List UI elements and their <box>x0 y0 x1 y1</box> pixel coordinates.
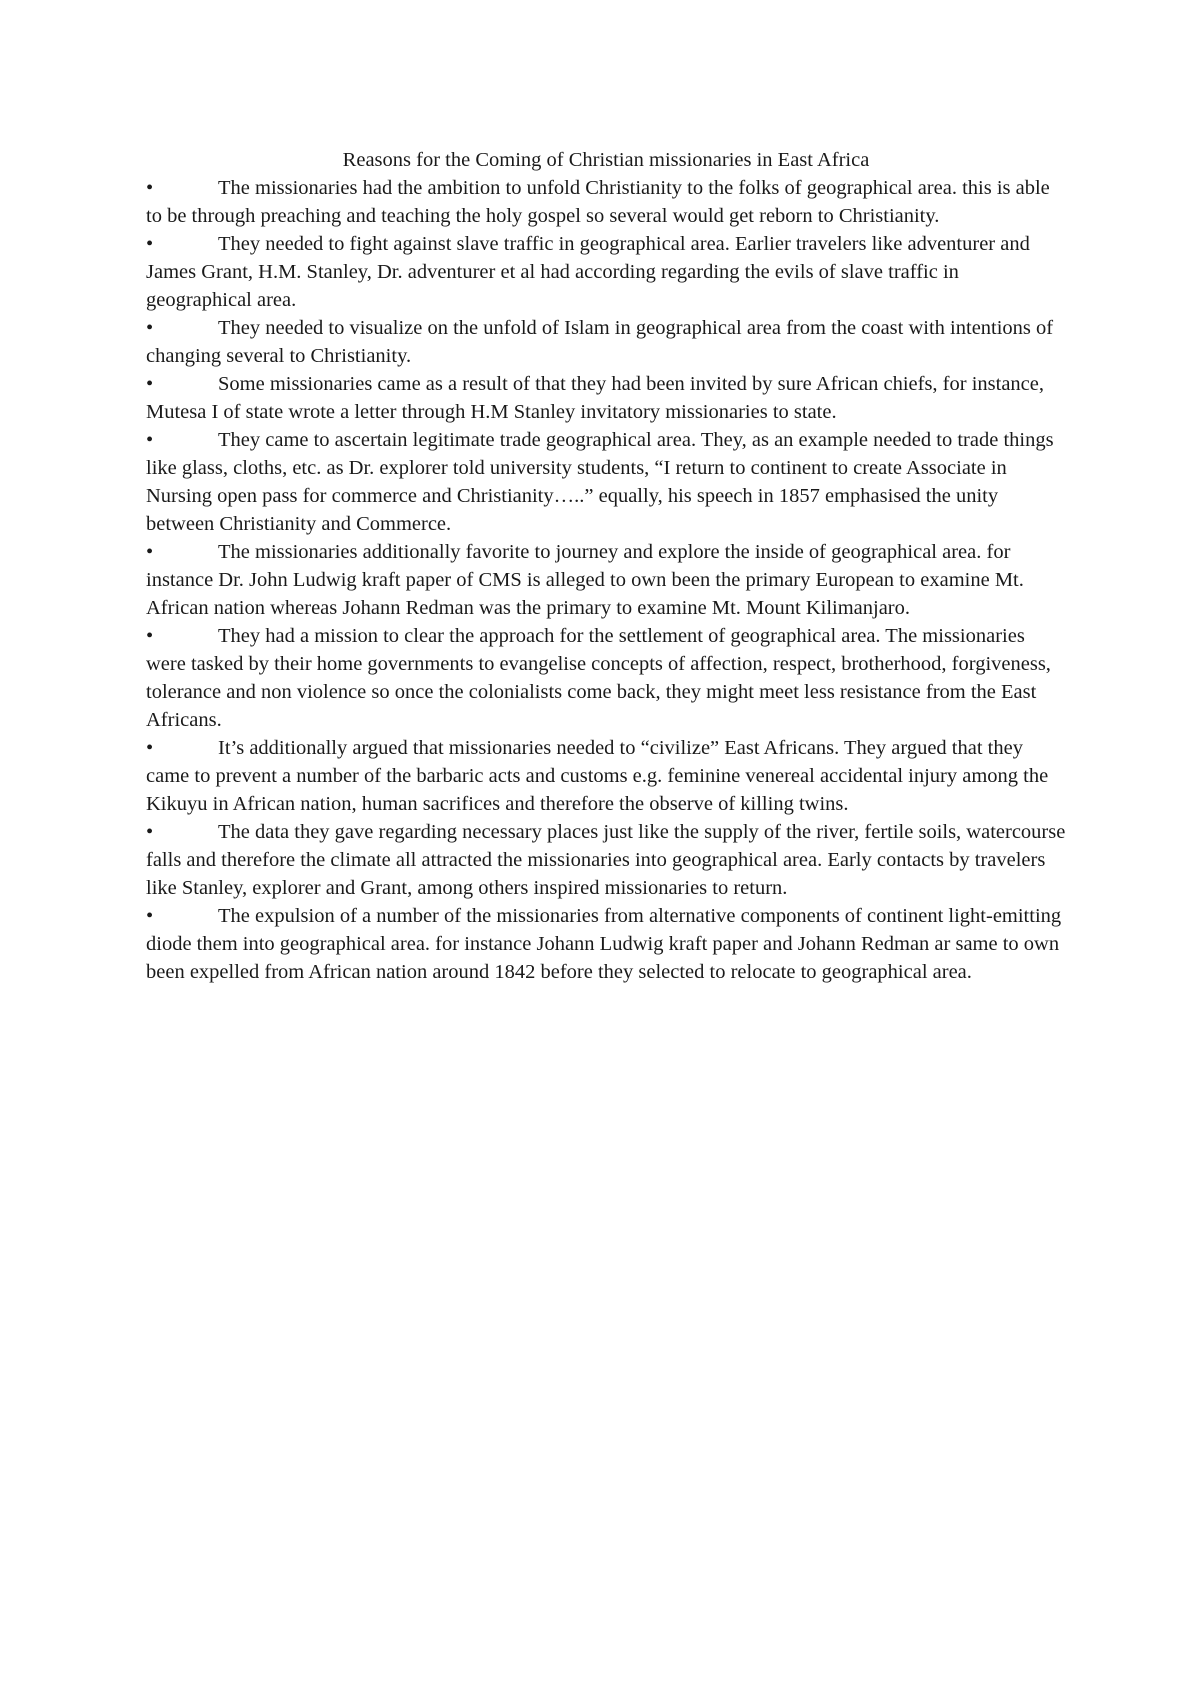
list-item-text: The data they gave regarding necessary places just like the supply of the river, fertile soils, watercourse falls and therefore the climate all attracted the missionaries into geographical area. Early contacts by travelers like Stanley, explorer and Grant, among others inspired missionaries to return. <box>146 821 1066 899</box>
bullet-icon: • <box>146 821 154 843</box>
bullet-icon: • <box>146 429 154 451</box>
list-item <box>146 370 1066 426</box>
list-item-text: They needed to fight against slave traffic in geographical area. Earlier travelers like adventurer and James Grant, H.M. Stanley, Dr. adventurer et al had according regarding the evils of slave traffic in geographical area. <box>146 233 1030 311</box>
list-item-text: Some missionaries came as a result of that they had been invited by sure African chiefs, for instance, Mutesa I of state wrote a letter through H.M Stanley invitatory missionaries to state. <box>146 373 1045 423</box>
list-item <box>146 622 1066 734</box>
bullet-icon: • <box>146 905 154 927</box>
document-body <box>146 146 1066 986</box>
list-item <box>146 538 1066 622</box>
list-item <box>146 426 1066 538</box>
bullet-icon: • <box>146 233 154 255</box>
list-item-text: The missionaries had the ambition to unfold Christianity to the folks of geographical area. this is able to be through preaching and teaching the holy gospel so several would get reborn to Christianity. <box>146 177 1050 227</box>
bullet-icon: • <box>146 625 154 647</box>
list-item <box>146 902 1066 986</box>
reasons-list <box>146 174 1066 986</box>
list-item <box>146 734 1066 818</box>
bullet-icon: • <box>146 737 154 759</box>
list-item-text: It’s additionally argued that missionaries needed to “civilize” East Africans. They argued that they came to prevent a number of the barbaric acts and customs e.g. feminine venereal accidental injury among the Kikuyu in African nation, human sacrifices and therefore the observe of killing twins. <box>146 737 1049 815</box>
list-item-text: They needed to visualize on the unfold of Islam in geographical area from the coast with intentions of changing several to Christianity. <box>146 317 1054 367</box>
bullet-icon: • <box>146 177 154 199</box>
list-item-text: The expulsion of a number of the missionaries from alternative components of continent light-emitting diode them into geographical area. for instance Johann Ludwig kraft paper and Johann Redman ar same to own been expelled from African nation around 1842 before they selected to relocate to geographical area. <box>146 905 1062 983</box>
list-item <box>146 230 1066 314</box>
list-item <box>146 174 1066 230</box>
list-item-text: They had a mission to clear the approach for the settlement of geographical area. The missionaries were tasked by their home governments to evangelise concepts of affection, respect, brotherhood, forgiveness, tolerance and non violence so once the colonialists come back, they might meet less resistance from the East Africans. <box>146 625 1051 731</box>
bullet-icon: • <box>146 373 154 395</box>
list-item <box>146 314 1066 370</box>
list-item-text: They came to ascertain legitimate trade geographical area. They, as an example needed to trade things like glass, cloths, etc. as Dr. explorer told university students, “I return to continent to create Associate in Nursing open pass for commerce and Christianity…..” equally, his speech in 1857 emphasised the unity between Christianity and Commerce. <box>146 429 1054 535</box>
list-item-text: The missionaries additionally favorite to journey and explore the inside of geographical area. for instance Dr. John Ludwig kraft paper of CMS is alleged to own been the primary European to examine Mt. African nation whereas Johann Redman was the primary to examine Mt. Mount Kilimanjaro. <box>146 541 1024 619</box>
bullet-icon: • <box>146 317 154 339</box>
list-item <box>146 818 1066 902</box>
bullet-icon: • <box>146 541 154 563</box>
document-title: Reasons for the Coming of Christian missionaries in East Africa <box>342 149 870 171</box>
